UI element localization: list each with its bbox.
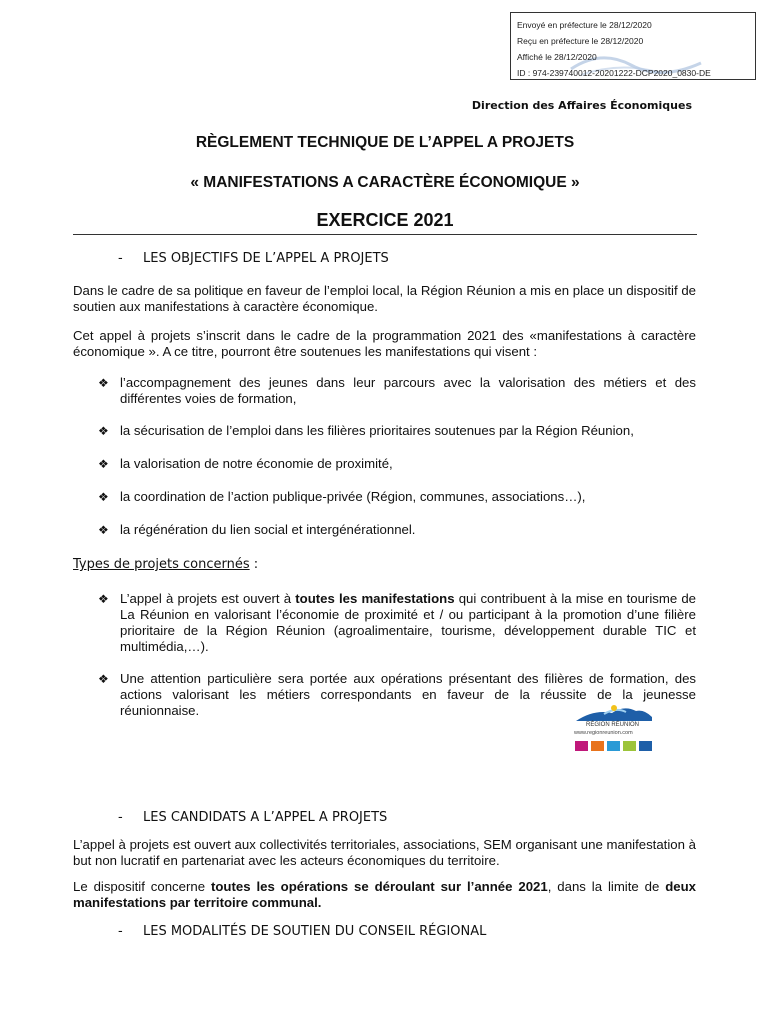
- section-dash: -: [118, 810, 123, 825]
- list-item: [98, 522, 696, 538]
- logo-url: www.regionreunion.com: [574, 730, 633, 736]
- logo-landscape-icon: [574, 703, 654, 723]
- list-item-text: la coordination de l’action publique-privée (Région, communes, associations…),: [120, 489, 586, 504]
- logo-name: RÉGION RÉUNION: [586, 722, 640, 728]
- bullet-icon: ❖: [98, 457, 109, 471]
- section-dash: -: [118, 924, 123, 939]
- list-item-text: L’appel à projets est ouvert à toutes les manifestations qui contribuent à la mise en tourisme de La Réunion en valorisant l’économie de proximité et / ou participant à la promotion d’une filière prioritaire de la Région Réunion (agroalimentaire, tourisme, développement durable TIC et multimédia,…).: [120, 591, 696, 654]
- bullet-icon: ❖: [98, 523, 109, 537]
- logo-swatch: [623, 741, 636, 751]
- section-candidats-heading: [118, 810, 387, 825]
- exercice-heading: EXERCICE 2021: [73, 210, 697, 235]
- list-item: [98, 591, 696, 655]
- logo-color-swatches: [575, 741, 652, 751]
- bullet-icon: ❖: [98, 672, 109, 686]
- list-item: [98, 489, 696, 505]
- stamp-received-date: Reçu en préfecture le 28/12/2020: [517, 36, 644, 46]
- list-item: [98, 456, 696, 472]
- objectifs-paragraph-1: Dans le cadre de sa politique en faveur de l’emploi local, la Région Réunion a mis en place un dispositif de soutien aux manifestations à caractère économique.: [73, 283, 696, 314]
- direction-label: Direction des Affaires Économiques: [471, 99, 692, 112]
- list-item-text: l’accompagnement des jeunes dans leur parcours avec la valorisation des métiers et des différentes voies de formation,: [120, 375, 696, 406]
- objectifs-paragraph-2: Cet appel à projets s’inscrit dans le cadre de la programmation 2021 des «manifestations à caractère économique ». A ce titre, pourront être soutenues les manifestations qui visent :: [73, 328, 696, 359]
- document-subtitle: « MANIFESTATIONS A CARACTÈRE ÉCONOMIQUE »: [190, 174, 580, 191]
- bullet-icon: ❖: [98, 592, 109, 606]
- types-projets-label: [73, 557, 258, 572]
- list-item-text: la valorisation de notre économie de proximité,: [120, 456, 393, 471]
- section-title: LES CANDIDATS A L’APPEL A PROJETS: [143, 810, 388, 825]
- types-label-suffix: :: [249, 557, 259, 572]
- list-item-text: la régénération du lien social et intergénérationnel.: [120, 522, 416, 537]
- list-item: [98, 375, 696, 407]
- stamp-id: ID : 974-239740012-20201222-DCP2020_0830-DE: [517, 68, 711, 78]
- logo-swatch: [591, 741, 604, 751]
- candidats-paragraph-1: L’appel à projets est ouvert aux collectivités territoriales, associations, SEM organisant une manifestation à but non lucratif en partenariat avec les acteurs économiques du territoire.: [73, 837, 696, 868]
- logo-swatch: [607, 741, 620, 751]
- document-title: RÈGLEMENT TECHNIQUE DE L’APPEL A PROJETS: [195, 134, 575, 151]
- bullet-icon: ❖: [98, 376, 109, 390]
- prefecture-stamp: [510, 12, 756, 80]
- bullet-icon: ❖: [98, 424, 109, 438]
- stamp-posted-date: Affiché le 28/12/2020: [517, 52, 597, 62]
- section-dash: -: [118, 251, 123, 266]
- logo-swatch: [639, 741, 652, 751]
- section-title: LES OBJECTIFS DE L’APPEL A PROJETS: [143, 251, 389, 266]
- stamp-sent-date: Envoyé en préfecture le 28/12/2020: [517, 20, 652, 30]
- section-title: LES MODALITÉS DE SOUTIEN DU CONSEIL RÉGIONAL: [143, 924, 487, 939]
- candidats-paragraph-2: Le dispositif concerne toutes les opérations se déroulant sur l’année 2021, dans la limite de deux manifestations par territoire communal.: [73, 879, 696, 910]
- section-modalites-heading: [118, 924, 486, 939]
- list-item-text: la sécurisation de l’emploi dans les filières prioritaires soutenues par la Région Réunion,: [120, 423, 634, 438]
- section-objectifs-heading: [118, 251, 389, 266]
- bullet-icon: ❖: [98, 490, 109, 504]
- list-item: [98, 423, 696, 439]
- types-label-text: Types de projets concernés: [73, 557, 250, 572]
- logo-swatch: [575, 741, 588, 751]
- region-reunion-logo: [574, 703, 654, 753]
- list-item-text: Une attention particulière sera portée aux opérations présentant des filières de formation, des actions valorisant les métiers correspondants en faveur de la réussite de la jeunesse réunionnaise.: [120, 671, 696, 718]
